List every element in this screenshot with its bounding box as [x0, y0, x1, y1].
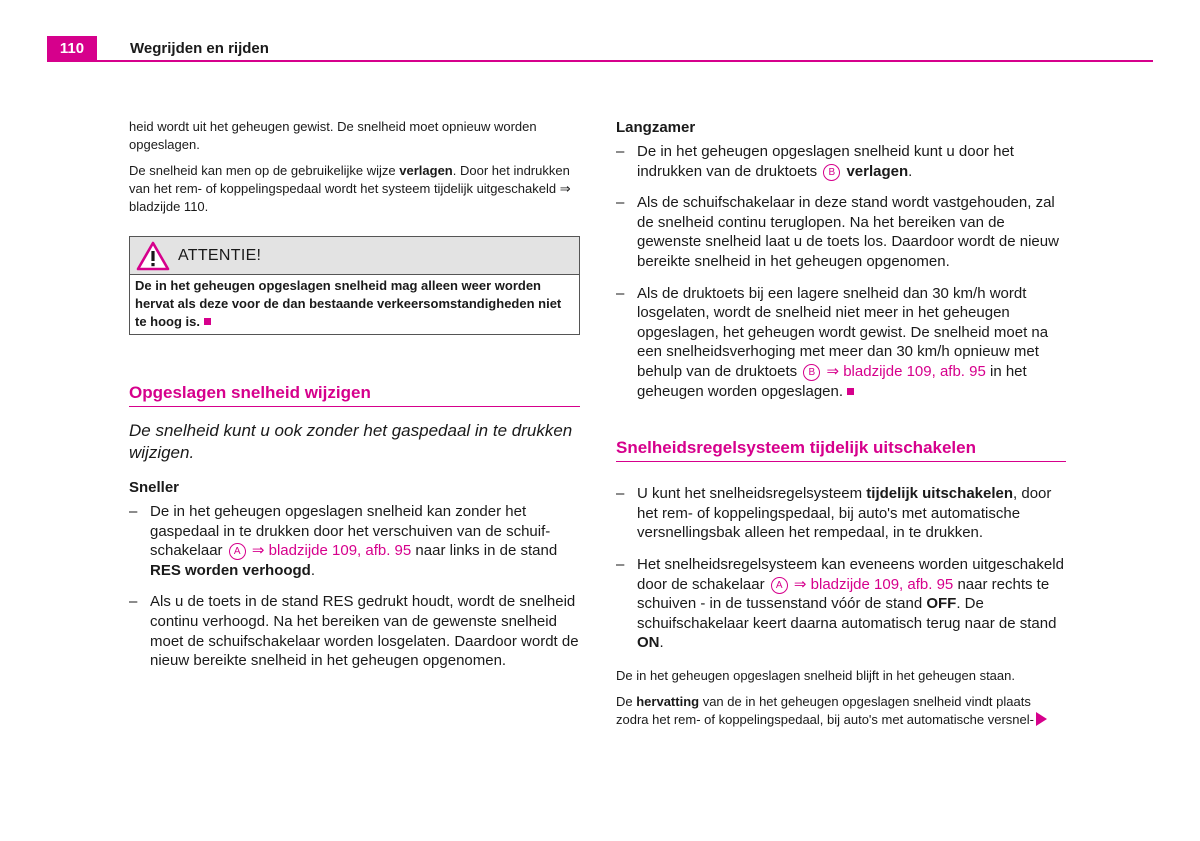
continue-arrow-icon: [1036, 712, 1047, 726]
subheading: Langzamer: [616, 119, 696, 136]
page-number: 110: [47, 36, 97, 60]
list: [616, 142, 1066, 401]
list-item: – Het snelheidsregelsysteem kan eveneens worden uitgeschakeld door de schakelaar A ⇒ bladzijde 109, afb. 95 naar rechts te schuiven - in de tussenstand vóór de stand OFF. De schuifschakelaar keert daarna automatisch terug naar de stand ON.: [616, 555, 1066, 653]
paragraph: De snelheid kan men op de gebruikelijke wijze verlagen. Door het indrukken van het rem- of koppelingspedaal wordt het systeem tijdelijk uitgeschakeld ⇒ bladzijde 110.: [129, 163, 571, 214]
chapter-title: Wegrijden en rijden: [130, 40, 269, 57]
page-header: [47, 36, 1153, 62]
list-item: – De in het geheugen opgeslagen snelheid kunt u door het indrukken van de druktoets B verlagen.: [616, 142, 1066, 181]
section-intro: De snelheid kunt u ook zonder het gaspedaal in te drukken wijzigen.: [129, 421, 573, 462]
warning-header: [130, 237, 579, 275]
warning-icon: [136, 241, 170, 271]
page-reference-link[interactable]: ⇒ bladzijde 109, afb. 95: [826, 362, 986, 380]
list-item: – U kunt het snelheidsregelsysteem tijdelijk uitschakelen, door het rem- of koppelingspedaal, bij auto's met automatische versnellingsbak alleen het rempedaal, in te drukken.: [616, 484, 1066, 543]
section-title: Snelheidsregelsysteem tijdelijk uitschakelen: [616, 437, 1066, 462]
list-item: – De in het geheugen opgeslagen snelheid kan zonder het gaspedaal in te drukken door het verschuiven van de schuifschakelaar A ⇒ bladzijde 109, afb. 95 naar links in de stand RES worden verhoogd.: [129, 502, 580, 580]
list: [129, 502, 580, 671]
warning-title: ATTENTIE!: [178, 246, 262, 264]
right-column: [616, 118, 1066, 737]
switch-a-marker-icon: A: [229, 543, 246, 560]
left-column: [129, 118, 580, 683]
end-marker-icon: [204, 318, 211, 325]
list-item: – Als u de toets in de stand RES gedrukt houdt, wordt de snelheid continu verhoogd. Na het bereiken van de gewenste snelheid moet de schuifschakelaar worden losgelaten. Daardoor wordt de nieuw bereikte snelheid in het geheugen opgenomen.: [129, 592, 580, 670]
page-reference-link[interactable]: ⇒ bladzijde 109, afb. 95: [251, 542, 412, 560]
paragraph: De hervatting van de in het geheugen opgeslagen snelheid vindt plaats zodra het rem- of koppelingspedaal, bij auto's met automatische versnel-: [616, 693, 1066, 729]
list-item: – Als de druktoets bij een lagere snelheid dan 30 km/h wordt losgelaten, wordt de snelheid niet meer in het geheugen opgeslagen, het geheugen wordt gewist. De snelheid moet na een snelheidsverhoging met meer dan 30 km/h opnieuw met behulp van de druktoets B ⇒ bladzijde 109, afb. 95 in het geheugen worden opgeslagen.: [616, 284, 1066, 402]
paragraph: De in het geheugen opgeslagen snelheid blijft in het geheugen staan.: [616, 667, 1015, 683]
end-marker-icon: [847, 388, 854, 395]
switch-a-marker-icon: A: [771, 577, 788, 594]
list-item: – Als de schuifschakelaar in deze stand wordt vastgehouden, zal de snelheid continu teruglopen. Na het bereiken van de gewenste snelheid laat u de toets los. Daardoor wordt de nieuw bereikte snelheid in het geheugen opgenomen.: [616, 193, 1066, 271]
button-b-marker-icon: B: [803, 364, 820, 381]
page-reference-link[interactable]: ⇒ bladzijde 109, afb. 95: [793, 575, 954, 593]
list: [616, 484, 1066, 653]
subheading: Sneller: [129, 479, 180, 496]
section-title: Opgeslagen snelheid wijzigen: [129, 382, 580, 407]
paragraph: heid wordt uit het geheugen gewist. De snelheid moet opnieuw worden opgeslagen.: [129, 119, 537, 152]
warning-text: De in het geheugen opgeslagen snelheid mag alleen weer worden hervat als deze voor de dan bestaande verkeersomstandigheden niet te hoog is.: [135, 278, 562, 329]
button-b-marker-icon: B: [823, 164, 840, 181]
warning-box: [129, 236, 580, 335]
